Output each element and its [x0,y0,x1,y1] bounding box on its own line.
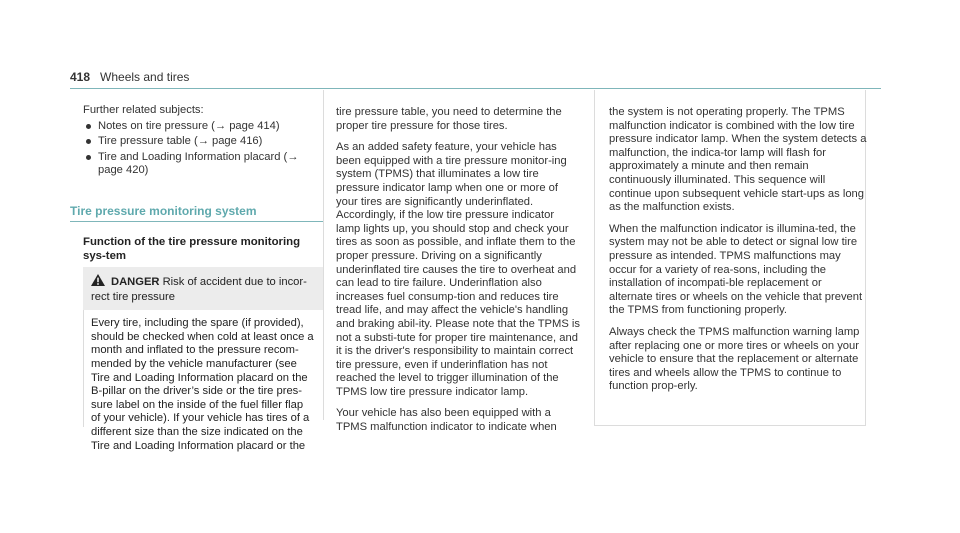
section-title: Tire pressure monitoring system [70,204,323,222]
column-three [609,106,867,402]
arrow-right-icon: → [197,135,209,148]
page-ref[interactable]: page 420) [98,164,149,177]
page-number: 418 [70,70,91,84]
danger-header [83,267,323,310]
arrow-right-icon: → [287,150,299,163]
header-rule [70,88,881,89]
danger-label: DANGER [111,276,160,288]
page-header [70,70,189,84]
page-ref[interactable]: page 414) [226,119,280,132]
danger-notice [83,267,323,452]
related-item[interactable]: Tire pressure table (→ page 416) [83,135,323,149]
paragraph: As an added safety feature, your vehicle has been equipped with a tire pressure monitor-ing system (TPMS) that illuminates a low tire pressure indicator lamp when one or more of your tires are significantly underinflated. Accordingly, if the low tire pressure indicator lamp lights up, you should stop and check your tires as soon as possible, and inflate them to the proper pressure. Driving on a significantly underinflated tire causes the tire to overheat and can lead to tire failure. Underinflation also increases fuel consump-tion and reduces tire tread life, and may affect the vehicle's handling and braking abil-ity. Please note that the TPMS is not a substi-tute for proper tire maintenance, and it is the driver's responsibility to maintain correct tire pressure, even if underinflation has not reached the level to trigger illumination of the TPMS low tire pressure indicator lamp. [336,141,580,398]
paragraph: the system is not operating properly. The TPMS malfunction indicator is combined with the low tire pressure indicator lamp. When the system detects a malfunction, the indica-tor lamp will flash for approximately a minute and then remain continuously illuminated. This sequence will continue upon subsequent vehicle start-ups as long as the malfunction exists. [609,106,867,214]
page-ref[interactable]: page 416) [208,135,263,148]
danger-head-text: Risk of accident due to incor-rect tire pressure [91,276,307,303]
related-intro: Further related subjects: [83,104,204,116]
related-subjects [83,104,323,180]
bullet-icon [86,124,91,129]
warning-triangle-icon [91,274,105,291]
related-list [83,120,323,178]
danger-body: Every tire, including the spare (if provided), should be checked when cold at least once a month and inflated to the pressure recom-mended by the vehicle manufacturer (see Tire and Loading Information placard on the B-pillar on the driver’s side or the tire pres-sure label on the inside of the fuel filler flap of your vehicle). If your vehicle has tires of a different size than the size indicated on the Tire and Loading Information placard or the [91,317,314,452]
column-divider [323,90,324,420]
related-item[interactable]: Notes on tire pressure (→ page 414) [83,120,323,134]
paragraph: When the malfunction indicator is illumina-ted, the system may not be able to detect or signal low tire pressure as intended. TPMS malfunctions may occur for a variety of rea-sons, including the installation of incompati-ble replacement or alternate tires or wheels on the vehicle that prevent the TPMS from functioning properly. [609,222,863,317]
bullet-icon [86,139,91,144]
bullet-icon [86,155,91,160]
paragraph: Your vehicle has also been equipped with a TPMS malfunction indicator to indicate when [336,407,557,434]
arrow-right-icon: → [214,119,227,132]
section-subtitle: Function of the tire pressure monitoring sys-tem [83,236,301,262]
column-two [336,106,581,443]
chapter-title: Wheels and tires [100,70,190,84]
paragraph: Always check the TPMS malfunction warning lamp after replacing one or more tires or wheels on your vehicle to ensure that the replacement or alternate tires and wheels allow the TPMS to continue to function prop-erly. [609,325,860,393]
paragraph: tire pressure table, you need to determine the proper tire pressure for those tires. [336,106,562,132]
related-item[interactable]: Tire and Loading Information placard (→ page 420) [83,151,323,178]
